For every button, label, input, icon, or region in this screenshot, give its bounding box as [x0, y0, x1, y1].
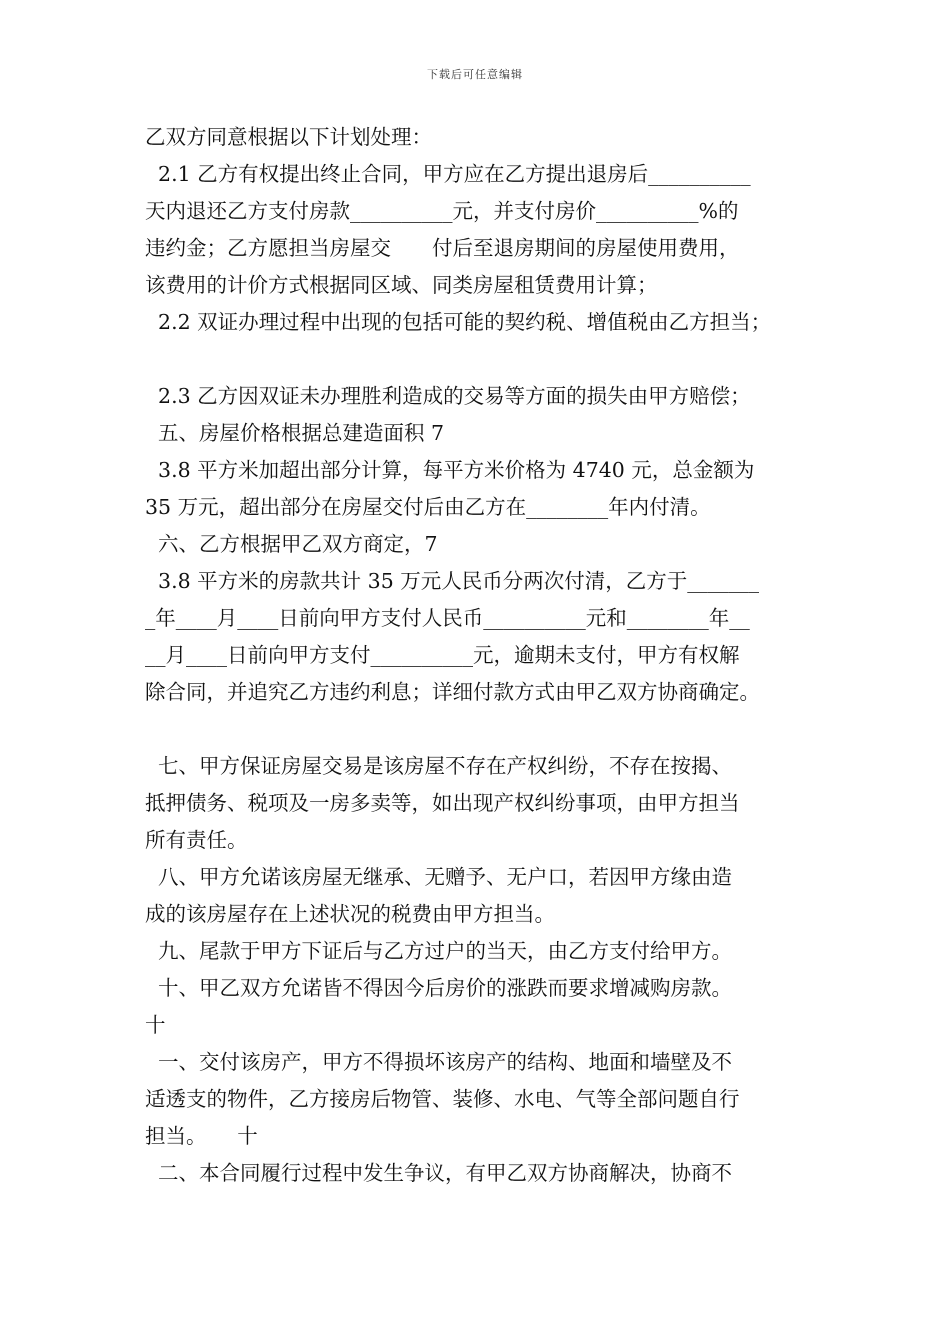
text-line: 2.1 乙方有权提出终止合同，甲方应在乙方提出退房后__________ [145, 162, 751, 186]
text-line: 2.2 双证办理过程中出现的包括可能的契约税、增值税由乙方担当； [145, 310, 772, 334]
text-line: 3.8 平方米加超出部分计算，每平方米价格为 4740 元，总金额为 [145, 458, 755, 482]
document-body [145, 119, 825, 1192]
text-line: 35 万元，超出部分在房屋交付后由乙方在________年内付清。 [145, 495, 711, 519]
blank-line [145, 711, 825, 748]
text-line: 十 [145, 1013, 166, 1037]
text-line: 二、本合同履行过程中发生争议，有甲乙双方协商解决，协商不 [145, 1161, 733, 1185]
text-line: _年____月____日前向甲方支付人民币__________元和________年__ [145, 606, 750, 630]
text-line: 适透支的物件，乙方接房后物管、装修、水电、气等全部问题自行 [145, 1087, 740, 1111]
text-line: 该费用的计价方式根据同区域、同类房屋租赁费用计算； [145, 273, 658, 297]
text-line: 成的该房屋存在上述状况的税费由甲方担当。 [145, 902, 555, 926]
text-line: 违约金；乙方愿担当房屋交 付后至退房期间的房屋使用费用， [145, 236, 740, 260]
text-line: __月____日前向甲方支付__________元，逾期未支付，甲方有权解 [145, 643, 740, 667]
text-line: 担当。 十 [145, 1124, 258, 1148]
text-line: 七、甲方保证房屋交易是该房屋不存在产权纠纷，不存在按揭、 [145, 754, 733, 778]
text-line: 除合同，并追究乙方违约利息；详细付款方式由甲乙双方协商确定。 [145, 680, 760, 704]
text-line: 抵押债务、税项及一房多卖等，如出现产权纠纷事项，由甲方担当 [145, 791, 740, 815]
text-line: 2.3 乙方因双证未办理胜利造成的交易等方面的损失由甲方赔偿； [145, 384, 751, 408]
blank-line [145, 341, 825, 378]
text-line: 八、甲方允诺该房屋无继承、无赠予、无户口，若因甲方缘由造 [145, 865, 733, 889]
text-line: 五、房屋价格根据总建造面积 7 [145, 421, 445, 445]
text-line: 3.8 平方米的房款共计 35 万元人民币分两次付清，乙方于_______ [145, 569, 760, 593]
text-line: 乙双方同意根据以下计划处理： [145, 125, 432, 149]
text-line: 所有责任。 [145, 828, 248, 852]
text-line: 十、甲乙双方允诺皆不得因今后房价的涨跌而要求增减购房款。 [145, 976, 733, 1000]
text-line: 天内退还乙方支付房款__________元，并支付房价__________%的 [145, 199, 739, 223]
text-line: 一、交付该房产，甲方不得损坏该房产的结构、地面和墙壁及不 [145, 1050, 733, 1074]
text-line: 九、尾款于甲方下证后与乙方过户的当天，由乙方支付给甲方。 [145, 939, 733, 963]
text-line: 六、乙方根据甲乙双方商定，7 [145, 532, 438, 556]
page-header: 下载后可任意编辑 [427, 68, 523, 81]
